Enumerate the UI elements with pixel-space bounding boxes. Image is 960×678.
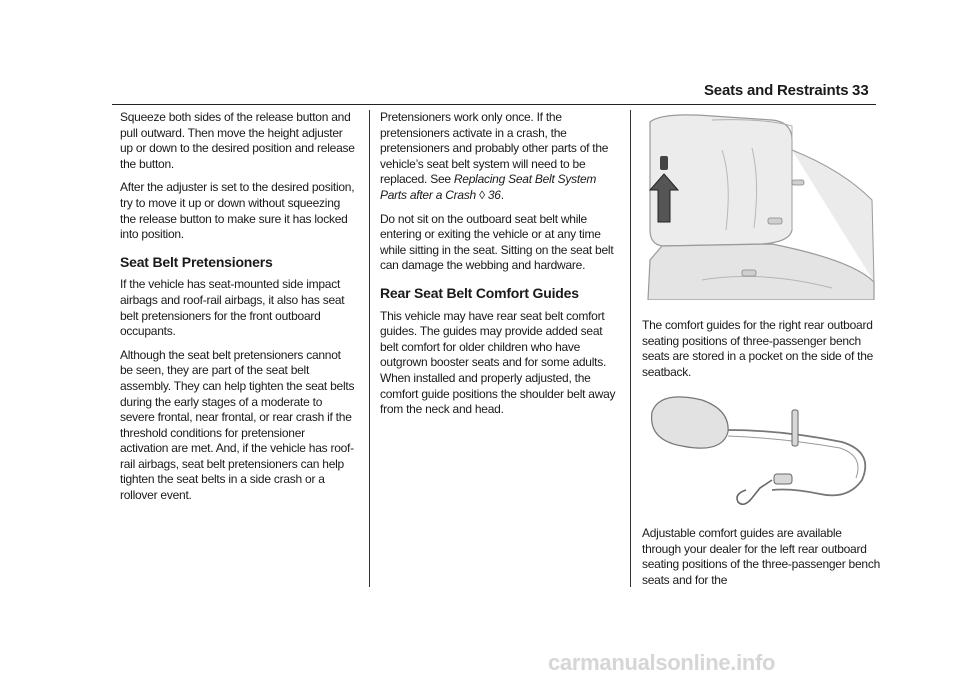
paragraph-do-not-sit: Do not sit on the outboard seat belt while entering or exiting the vehicle or at any time while sitting in the seat. Sitting on the seat belt can damage the webbing and hardware. [380, 211, 614, 273]
page-number: 33 [852, 82, 869, 99]
column-divider-2 [630, 110, 631, 587]
paragraph-adjustable-guides: Adjustable comfort guides are available through your dealer for the left rear outboard seating positions of the three-passenger bench seats and for the [642, 526, 880, 587]
paragraph-pretensioner-function: Although the seat belt pretensioners cannot be seen, they are part of the seat belt assembly. They can help tighten the seat belts during the early stages of a moderate to severe frontal, near frontal, or rear crash if the threshold conditions for pretensioner activation are met. And, if the vehicle has roof-rail airbags, seat belt pretensioners can help tighten the seat belts in a side crash or a rollover event. [120, 347, 355, 503]
heading-rear-comfort-guides: Rear Seat Belt Comfort Guides [380, 284, 579, 301]
heading-seat-belt-pretensioners: Seat Belt Pretensioners [120, 253, 273, 270]
text-pretensioners-once: Pretensioners work only once. If the pretensioners activate in a crash, the pretensioners and probably other parts of the vehicle’s seat belt system will need to be replaced. See [380, 110, 609, 187]
rear-seat-illustration [642, 110, 880, 300]
paragraph-pretensioners-once [380, 110, 618, 204]
header-rule [112, 104, 876, 105]
sentence-end: . [500, 187, 504, 202]
column-2 [380, 110, 618, 426]
column-3-text-b [642, 526, 880, 596]
column-divider-1 [369, 110, 370, 587]
column-3-text-a [642, 318, 880, 388]
paragraph-comfort-guides: This vehicle may have rear seat belt comfort guides. The guides may provide added seat belt comfort for older children who have outgrown booster seats and for some adults. When installed and properly adjusted, the comfort guide positions the shoulder belt away from the neck and head. [380, 308, 616, 417]
reference-page-link[interactable]: 36 [487, 187, 501, 202]
paragraph-release-button: Squeeze both sides of the release button and pull outward. Then move the height adjuster up or down to the desired position and release the button. [120, 110, 355, 171]
paragraph-right-rear-guides: The comfort guides for the right rear outboard seating positions of three-passenger bench seats are stored in a pocket on the side of the seatback. [642, 318, 874, 379]
column-1 [120, 110, 356, 512]
reference-symbol-glyph: ◊ [479, 187, 485, 202]
paragraph-pretensioner-airbags: If the vehicle has seat-mounted side impact airbags and roof-rail airbags, it also has seat belt pretensioners for the front outboard occupants. [120, 277, 345, 339]
paragraph-adjuster-locked: After the adjuster is set to the desired position, try to move it up or down without squeezing the release button to make sure it has locked into position. [120, 180, 355, 242]
watermark: carmanualsonline.info [548, 650, 776, 675]
link-replacing-seat-belt-parts[interactable]: Replacing Seat Belt System Parts after a Crash [380, 172, 597, 202]
section-title: Seats and Restraints [704, 82, 849, 99]
comfort-guide-illustration [642, 390, 880, 515]
